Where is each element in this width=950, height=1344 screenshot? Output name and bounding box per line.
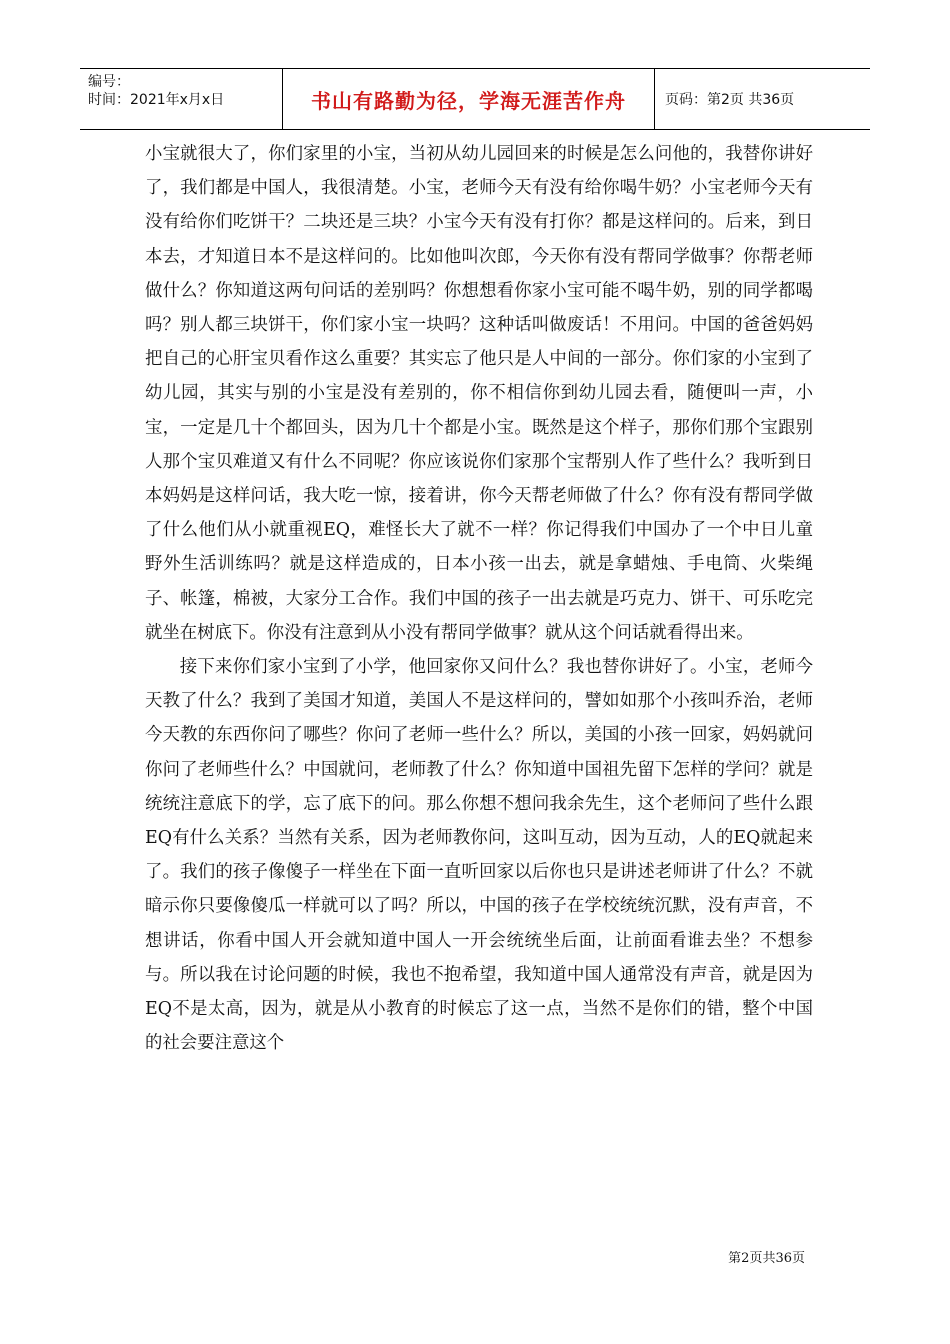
- header-motto: 书山有路勤为径，学海无涯苦作舟: [283, 69, 655, 129]
- page-footer: 第2页共36页: [728, 1251, 805, 1266]
- document-body: [145, 137, 813, 1060]
- paragraph-1: 小宝就很大了，你们家里的小宝，当初从幼儿园回来的时候是怎么问他的，我替你讲好了，我们都是中国人，我很清楚。小宝，老师今天有没有给你喝牛奶？小宝老师今天有没有给你们吃饼干？二块还是三块？小宝今天有没有打你？都是这样问的。后来，到日本去，才知道日本不是这样问的。比如他叫次郎，今天你有没有帮同学做事？你帮老师做什么？你知道这两句问话的差别吗？你想想看你家小宝可能不喝牛奶，别的同学都喝吗？别人都三块饼干，你们家小宝一块吗？这种话叫做废话！不用问。中国的爸爸妈妈把自己的心肝宝贝看作这么重要？其实忘了他只是人中间的一部分。你们家的小宝到了幼儿园，其实与别的小宝是没有差别的，你不相信你到幼儿园去看，随便叫一声，小宝，一定是几十个都回头，因为几十个都是小宝。既然是这个样子，那你们那个宝跟别人那个宝贝难道又有什么不同呢？你应该说你们家那个宝帮别人作了些什么？我听到日本妈妈是这样问话，我大吃一惊，接着讲，你今天帮老师做了什么？你有没有帮同学做了什么他们从小就重视EQ，难怪长大了就不一样？你记得我们中国办了一个中日儿童野外生活训练吗？就是这样造成的，日本小孩一出去，就是拿蜡烛、手电筒、火柴绳子、帐篷，棉被，大家分工合作。我们中国的孩子一出去就是巧克力、饼干、可乐吃完就坐在树底下。你没有注意到从小没有帮同学做事？就从这个问话就看得出来。: [145, 144, 813, 643]
- paragraph-2: 接下来你们家小宝到了小学，他回家你又问什么？我也替你讲好了。小宝，老师今天教了什么？我到了美国才知道，美国人不是这样问的，譬如如那个小孩叫乔治，老师今天教的东西你问了哪些？你问了老师一些什么？所以，美国的小孩一回家，妈妈就问你问了老师些什么？中国就问，老师教了什么？你知道中国祖先留下怎样的学问？就是统统注意底下的学，忘了底下的问。那么你想不想问我余先生，这个老师问了些什么跟EQ有什么关系？当然有关系，因为老师教你问，这叫互动，因为互动，人的EQ就起来了。我们的孩子像傻子一样坐在下面一直听回家以后你也只是讲述老师讲了什么？不就暗示你只要像傻瓜一样就可以了吗？所以，中国的孩子在学校统统沉默，没有声音，不想讲话，你看中国人开会就知道中国人一开会统统坐后面，让前面看谁去坐？不想参与。所以我在讨论问题的时候，我也不抱希望，我知道中国人通常没有声音，就是因为EQ不是太高，因为，就是从小教育的时候忘了这一点，当然不是你们的错，整个中国的社会要注意这个: [145, 657, 813, 1054]
- page-header: [80, 68, 870, 130]
- header-meta-cell: [80, 69, 283, 129]
- document-number-label: 编号：: [88, 74, 130, 90]
- document-date-label: 时间：2021年x月x日: [88, 92, 225, 108]
- header-page-number: 页码：第2页 共36页: [665, 92, 795, 108]
